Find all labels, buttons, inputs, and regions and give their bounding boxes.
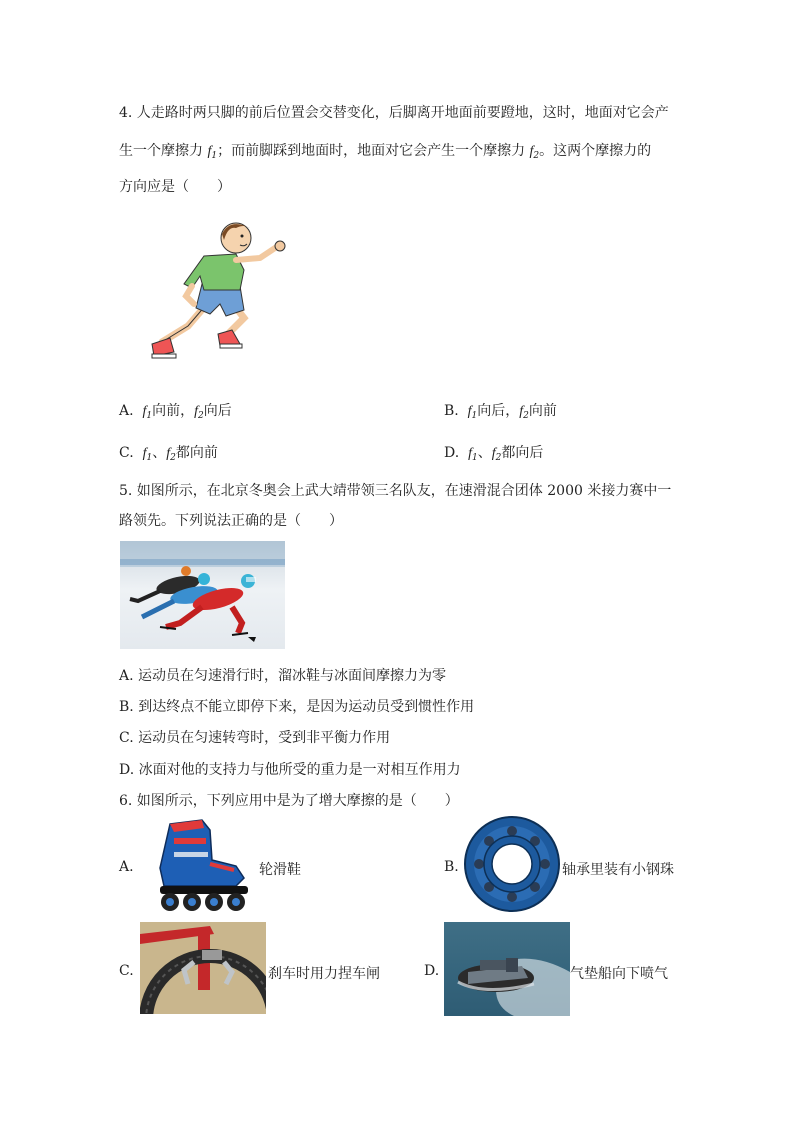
q5-option-c[interactable]: C. 运动员在匀速转弯时，受到非平衡力作用	[119, 730, 391, 746]
q6-option-b-label[interactable]: B.	[444, 859, 459, 875]
q4-line2-b: ；而前脚踩到地面时，地面对它会产生一个摩擦力	[217, 143, 530, 159]
f2-symbol: f	[194, 404, 198, 419]
f1-sub: 1	[211, 151, 218, 161]
option-b-text2: 向前	[528, 403, 557, 419]
q5-option-b[interactable]: B. 到达终点不能立即停下来，是因为运动员受到惯性作用	[119, 699, 475, 715]
f1-sub: 1	[471, 411, 478, 421]
f1-symbol: f	[467, 404, 472, 419]
q6-option-d-text[interactable]: 气垫船向下喷气	[570, 966, 668, 982]
running-boy-image	[140, 218, 292, 370]
option-c-sep: 、	[152, 445, 167, 461]
f1-symbol: f	[142, 404, 147, 419]
f1-symbol: f	[207, 144, 212, 159]
q6-option-a-label[interactable]: A.	[119, 859, 134, 875]
q4-option-d[interactable]	[444, 442, 543, 463]
q5-option-d[interactable]: D. 冰面对他的支持力与他所受的重力是一对相互作用力	[119, 762, 461, 778]
q5-line1: 5. 如图所示，在北京冬奥会上武大靖带领三名队友，在速滑混合团体 2000 米接力赛中一	[119, 483, 672, 499]
f2-sub: 2	[533, 151, 540, 161]
q6-line1: 6. 如图所示，下列应用中是为了增大摩擦的是（ ）	[119, 793, 459, 809]
option-a-text2: 向后	[203, 403, 232, 419]
hovercraft-image	[444, 922, 570, 1016]
f2-symbol: f	[529, 144, 534, 159]
q4-option-a[interactable]	[119, 400, 232, 421]
q4-option-b[interactable]	[444, 400, 557, 421]
f1-sub: 1	[146, 453, 153, 463]
q4-line1: 4. 人走路时两只脚的前后位置会交替变化，后脚离开地面前要蹬地，这时，地面对它会产	[119, 105, 669, 121]
f1-sub: 1	[471, 453, 478, 463]
f2-sub: 2	[197, 411, 204, 421]
option-b-label: B.	[444, 403, 459, 419]
f2-symbol: f	[166, 446, 171, 461]
option-c-text: 都向前	[175, 445, 218, 461]
speed-skaters-image	[120, 541, 285, 649]
f1-symbol: f	[468, 446, 472, 461]
option-d-text: 都向后	[501, 445, 544, 461]
f2-sub: 2	[170, 453, 176, 463]
bicycle-brake-image	[140, 922, 266, 1014]
q6-option-c-label[interactable]: C.	[119, 963, 134, 979]
q6-option-d-label[interactable]: D.	[424, 963, 440, 979]
option-c-label: C.	[119, 445, 134, 461]
f1-symbol: f	[142, 446, 147, 461]
option-a-label: A.	[119, 403, 134, 419]
option-d-label: D.	[444, 445, 460, 461]
f1-sub: 1	[146, 411, 153, 421]
f2-sub: 2	[523, 411, 529, 421]
q4-line2-a: 生一个摩擦力	[119, 143, 208, 159]
bearing-image	[462, 814, 562, 914]
option-a-text1: 向前，	[152, 403, 195, 419]
option-b-text1: 向后，	[477, 403, 520, 419]
q5-option-a[interactable]: A. 运动员在匀速滑行时，溜冰鞋与冰面间摩擦力为零	[119, 668, 447, 684]
option-d-sep: 、	[477, 445, 492, 461]
f2-sub: 2	[495, 453, 502, 463]
q4-line2-c: 。这两个摩擦力的	[539, 143, 652, 159]
q5-line2: 路领先。下列说法正确的是（ ）	[119, 513, 343, 529]
q6-option-c-text[interactable]: 刹车时用力捏车闸	[268, 966, 380, 982]
q4-option-c[interactable]	[119, 442, 218, 463]
q6-option-b-text[interactable]: 轴承里装有小钢珠	[562, 862, 674, 878]
q4-line3: 方向应是（ ）	[119, 179, 231, 195]
q6-option-a-text[interactable]: 轮滑鞋	[259, 862, 301, 878]
f2-symbol: f	[491, 446, 496, 461]
q4-line2	[119, 140, 651, 161]
roller-skate-image	[140, 816, 255, 914]
f2-symbol: f	[519, 404, 524, 419]
